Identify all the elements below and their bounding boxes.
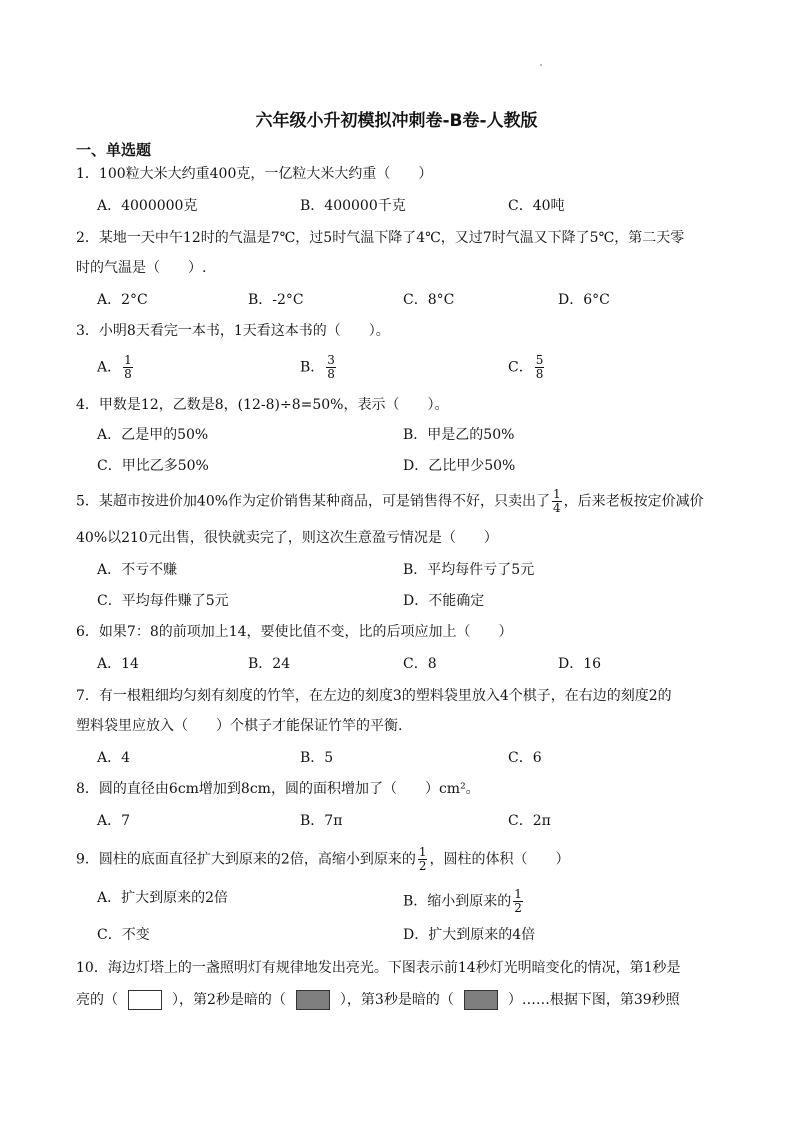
q5-text-pre: 5．某超市按进价加40%作为定价销售某种商品，可是销售得不好，只卖出了 — [76, 493, 551, 510]
q5-option-d: D．不能确定 — [403, 593, 485, 609]
dark-second-box — [464, 990, 498, 1010]
q2-option-c: C．8°C — [403, 292, 455, 308]
question-10-stem-line2 — [76, 990, 680, 1010]
question-8-stem: 8．圆的直径由6cm增加到8cm，圆的面积增加了（ ）cm²。 — [76, 781, 480, 797]
q3-option-a — [97, 354, 135, 381]
q8-option-c: C．2π — [508, 813, 551, 829]
q6-option-a: A．14 — [97, 656, 139, 672]
question-5-stem-line1 — [76, 488, 704, 515]
fraction-denominator: 8 — [327, 367, 335, 381]
fraction-numerator: 1 — [514, 887, 522, 901]
q5-option-a: A．不亏不赚 — [97, 562, 178, 578]
q10-text-d: ）……根据下图，第39秒照 — [507, 992, 680, 1008]
q4-option-d: D．乙比甲少50% — [403, 458, 516, 474]
q1-option-c: C．40吨 — [508, 198, 565, 214]
q4-option-b: B．甲是乙的50% — [403, 427, 515, 443]
question-2-stem-line1: 2．某地一天中午12时的气温是7℃，过5时气温下降了4℃，又过7时气温又下降了5℃，第二天零 — [76, 230, 685, 246]
q1-option-a: A．4000000克 — [97, 198, 198, 214]
fraction-denominator: 8 — [535, 367, 544, 381]
fraction-numerator: 1 — [418, 845, 427, 859]
question-4-stem: 4．甲数是12，乙数是8，(12-8)÷8=50%，表示（ ）。 — [76, 397, 449, 413]
q6-option-b: B．24 — [248, 656, 291, 672]
q3-option-c — [508, 354, 546, 381]
q3-option-c-fraction — [535, 354, 545, 381]
question-10-stem-line1: 10．海边灯塔上的一盏照明灯有规律地发出亮光。下图表示前14秒灯光明暗变化的情况，第1秒是 — [76, 960, 681, 976]
question-9-stem — [76, 846, 569, 873]
question-7-stem-line2: 塑料袋里应放入（ ）个棋子才能保证竹竿的平衡. — [76, 718, 403, 734]
fraction-numerator: 1 — [124, 353, 132, 367]
page-title: 六年级小升初模拟冲刺卷-B卷-人教版 — [255, 111, 538, 131]
fraction-numerator: 3 — [327, 353, 335, 367]
q3-option-a-label: A． — [97, 359, 122, 376]
q8-option-a: A．7 — [97, 813, 131, 829]
q8-option-b: B．7π — [300, 813, 343, 829]
q5-fraction — [552, 488, 562, 515]
q10-text-a: 亮的（ — [76, 992, 118, 1008]
q10-text-b: ），第2秒是暗的（ — [172, 992, 286, 1008]
dark-second-box — [296, 990, 330, 1010]
q9-option-c: C．不变 — [97, 927, 150, 943]
question-2-stem-line2: 时的气温是（ ）. — [76, 260, 207, 276]
q2-option-a: A．2°C — [97, 292, 148, 308]
q2-option-b: B．-2°C — [248, 292, 304, 308]
fraction-denominator: 4 — [553, 501, 561, 515]
q3-option-a-fraction — [123, 354, 133, 381]
q9-fraction — [418, 846, 428, 873]
q2-option-d: D．6°C — [558, 292, 610, 308]
question-7-stem-line1: 7．有一根粗细均匀刻有刻度的竹竿，在左边的刻度3的塑料袋里放入4个棋子，在右边的刻度2的 — [76, 688, 672, 704]
question-1-stem: 1．100粒大米大约重400克，一亿粒大米大约重（ ） — [76, 166, 433, 182]
q9-option-d: D．扩大到原来的4倍 — [403, 927, 536, 943]
question-5-stem-line2: 40%以210元出售，很快就卖完了，则这次生意盈亏情况是（ ） — [76, 530, 498, 546]
q5-option-c: C．平均每件赚了5元 — [97, 593, 229, 609]
q9-text-post: ，圆柱的体积（ ） — [429, 851, 570, 868]
question-6-stem: 6．如果7：8的前项加上14，要使比值不变，比的后项应加上（ ） — [76, 624, 513, 640]
question-3-stem: 3．小明8天看完一本书，1天看这本书的（ ）。 — [76, 323, 390, 339]
fraction-numerator: 1 — [553, 487, 561, 501]
fraction-denominator: 8 — [124, 367, 132, 381]
light-second-box — [128, 990, 162, 1010]
fraction-numerator: 5 — [535, 353, 544, 367]
section-heading: 一、单选题 — [76, 141, 152, 159]
q9-option-b-label: B．缩小到原来的 — [403, 893, 512, 910]
q6-option-c: C．8 — [403, 656, 437, 672]
q3-option-b-label: B． — [300, 359, 325, 376]
q5-option-b: B．平均每件亏了5元 — [403, 562, 535, 578]
page-speck — [540, 64, 542, 66]
fraction-denominator: 2 — [514, 901, 522, 915]
q5-text-post: ，后来老板按定价减价 — [563, 493, 704, 510]
q3-option-c-label: C． — [508, 359, 533, 376]
q4-option-c: C．甲比乙多50% — [97, 458, 209, 474]
q9-option-a: A．扩大到原来的2倍 — [97, 890, 229, 906]
q9-option-b-fraction — [513, 888, 523, 915]
q4-option-a: A．乙是甲的50% — [97, 427, 209, 443]
q10-text-c: ），第3秒是暗的（ — [339, 992, 454, 1008]
q3-option-b-fraction — [326, 354, 336, 381]
q7-option-b: B．5 — [300, 750, 334, 766]
q7-option-c: C．6 — [508, 750, 542, 766]
q3-option-b — [300, 354, 338, 381]
q6-option-d: D．16 — [558, 656, 602, 672]
q7-option-a: A．4 — [97, 750, 131, 766]
q1-option-b: B．400000千克 — [300, 198, 406, 214]
q9-text-pre: 9．圆柱的底面直径扩大到原来的2倍，高缩小到原来的 — [76, 851, 416, 868]
fraction-denominator: 2 — [418, 859, 427, 873]
q9-option-b — [403, 888, 525, 915]
